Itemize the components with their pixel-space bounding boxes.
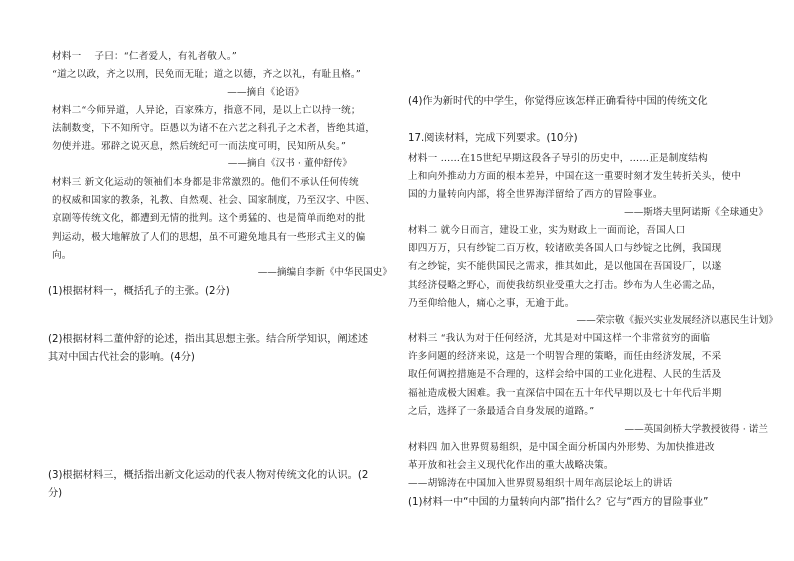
- material-line: 京剧等传统文化，都遭到无情的批判。这个勇猛的、也是简单而绝对的批: [52, 213, 366, 225]
- material-1-text: [52, 48, 392, 84]
- material-line: 即四万万，只有纱锭二百万枚，较诸欧美各国人口与纱锭之比例，我国现: [408, 243, 722, 255]
- material-line: 革开放和社会主义现代化作出的重大战略决策。: [408, 460, 614, 472]
- question-17-1: (1)材料一中“中国的力量转向内部”指什么？它与“西方的冒险事业”: [408, 497, 709, 508]
- material-line: 材料一 子曰：“仁者爱人，有礼者敬人。”: [52, 51, 237, 62]
- material-line: 法制数变，下不知所守。臣愚以为诸不在六艺之科孔子之术者，皆绝其道，: [52, 123, 376, 135]
- material-4-text: [408, 439, 778, 475]
- question-1: (1)根据材料一，概括孔子的主张。(2分): [48, 286, 230, 297]
- material-2-source: ——摘自《汉书 · 董仲舒传》: [227, 158, 352, 169]
- question-line: 分): [48, 488, 63, 499]
- material-1-text: [408, 150, 778, 205]
- material-2-text: [52, 102, 392, 157]
- material-line: 之后，选择了一条最适合自身发展的道路。”: [408, 405, 595, 417]
- question-3: [48, 467, 392, 503]
- material-line: 其经济侵略之野心，而使我纺织业受重大之打击。纱布为人生必需之品，: [408, 279, 722, 291]
- question-line: (2)根据材料二董仲舒的论述，指出其思想主张。结合所学知识，阐述述: [48, 334, 369, 345]
- material-2-source: ——荣宗敬《振兴实业发展经济以惠民生计划》: [576, 315, 778, 326]
- material-line: 材料二“今师异道，人异论，百家殊方，指意不同，是以上亡以持一统；: [52, 105, 361, 116]
- material-line: 有之纱锭，实不能供国民之需求，推其如此，是以他国在吾国设厂，以遂: [408, 261, 722, 273]
- material-1-source: ——斯塔夫里阿诺斯《全球通史》: [624, 207, 768, 218]
- material-3-source: ——摘编自李新《中华民国史》: [257, 267, 392, 278]
- material-line: 材料三 新文化运动的领袖们本身都是非常激烈的。他们不承认任何传统: [52, 177, 359, 188]
- material-line: 向。: [52, 249, 72, 261]
- question-17-heading: 17.阅读材料，完成下列要求。(10分): [408, 133, 578, 144]
- material-line: 的权威和国家的教条，礼教、自然观、社会、国家制度，乃至汉字、中医、: [52, 195, 376, 207]
- question-line: (3)根据材料三，概括指出新文化运动的代表人物对传统文化的认识。(2: [48, 470, 369, 481]
- material-line: 材料二 就今日而言，建设工业，实为财政上一面而论，吾国人口: [408, 225, 686, 236]
- question-line: 其对中国古代社会的影响。(4分): [48, 352, 195, 363]
- material-line: 乃至仰给他人，痛心之事，无逾于此。: [408, 297, 575, 309]
- material-4-source: ——胡锦涛在中国加入世界贸易组织十周年高层论坛上的讲话: [408, 478, 673, 489]
- question-4: (4)作为新时代的中学生，你觉得应该怎样正确看待中国的传统文化: [408, 96, 708, 107]
- question-2: [48, 331, 392, 367]
- material-3-text: [408, 330, 778, 421]
- material-line: “道之以政，齐之以刑，民免而无耻；道之以德，齐之以礼，有耻且格。”: [52, 69, 362, 81]
- material-line: 材料一 ……在15世纪早期这段各子导引的历史中，……正是制度结构: [408, 153, 708, 164]
- material-line: 国的力量转向内部，将全世界海洋留给了西方的冒险事业。: [408, 189, 663, 201]
- material-line: 福祉造成极大困难。我一直深信中国在五十年代早期以及七十年代后半期: [408, 387, 722, 399]
- material-line: 取任何调控措施是不合理的，这样会给中国的工业化进程、人民的生活及: [408, 369, 722, 381]
- material-3-source: ——英国剑桥大学教授彼得 · 诺兰: [624, 424, 768, 435]
- material-line: 判运动，极大地解放了人们的思想，虽不可避免地具有一些形式主义的偏: [52, 231, 366, 243]
- material-2-text: [408, 222, 778, 313]
- material-line: 许多问题的经济来说，这是一个明智合理的策略，而任由经济发展，不采: [408, 351, 722, 363]
- material-line: 勿使并进。邪辟之说灭息，然后统纪可一而法度可明，民知所从矣。”: [52, 141, 347, 153]
- material-line: 材料四 加入世界贸易组织，是中国全面分析国内外形势、为加快推进改: [408, 442, 715, 453]
- material-line: 上和向外推动力方面的根本差异，中国在这一重要时刻才发生转折关头，使中: [408, 171, 741, 183]
- material-1-source: ——摘自《论语》: [227, 87, 304, 98]
- material-3-text: [52, 174, 392, 265]
- material-line: 材料三 “我认为对于任何经济，尤其是对中国这样一个非常贫穷的面临: [408, 333, 711, 344]
